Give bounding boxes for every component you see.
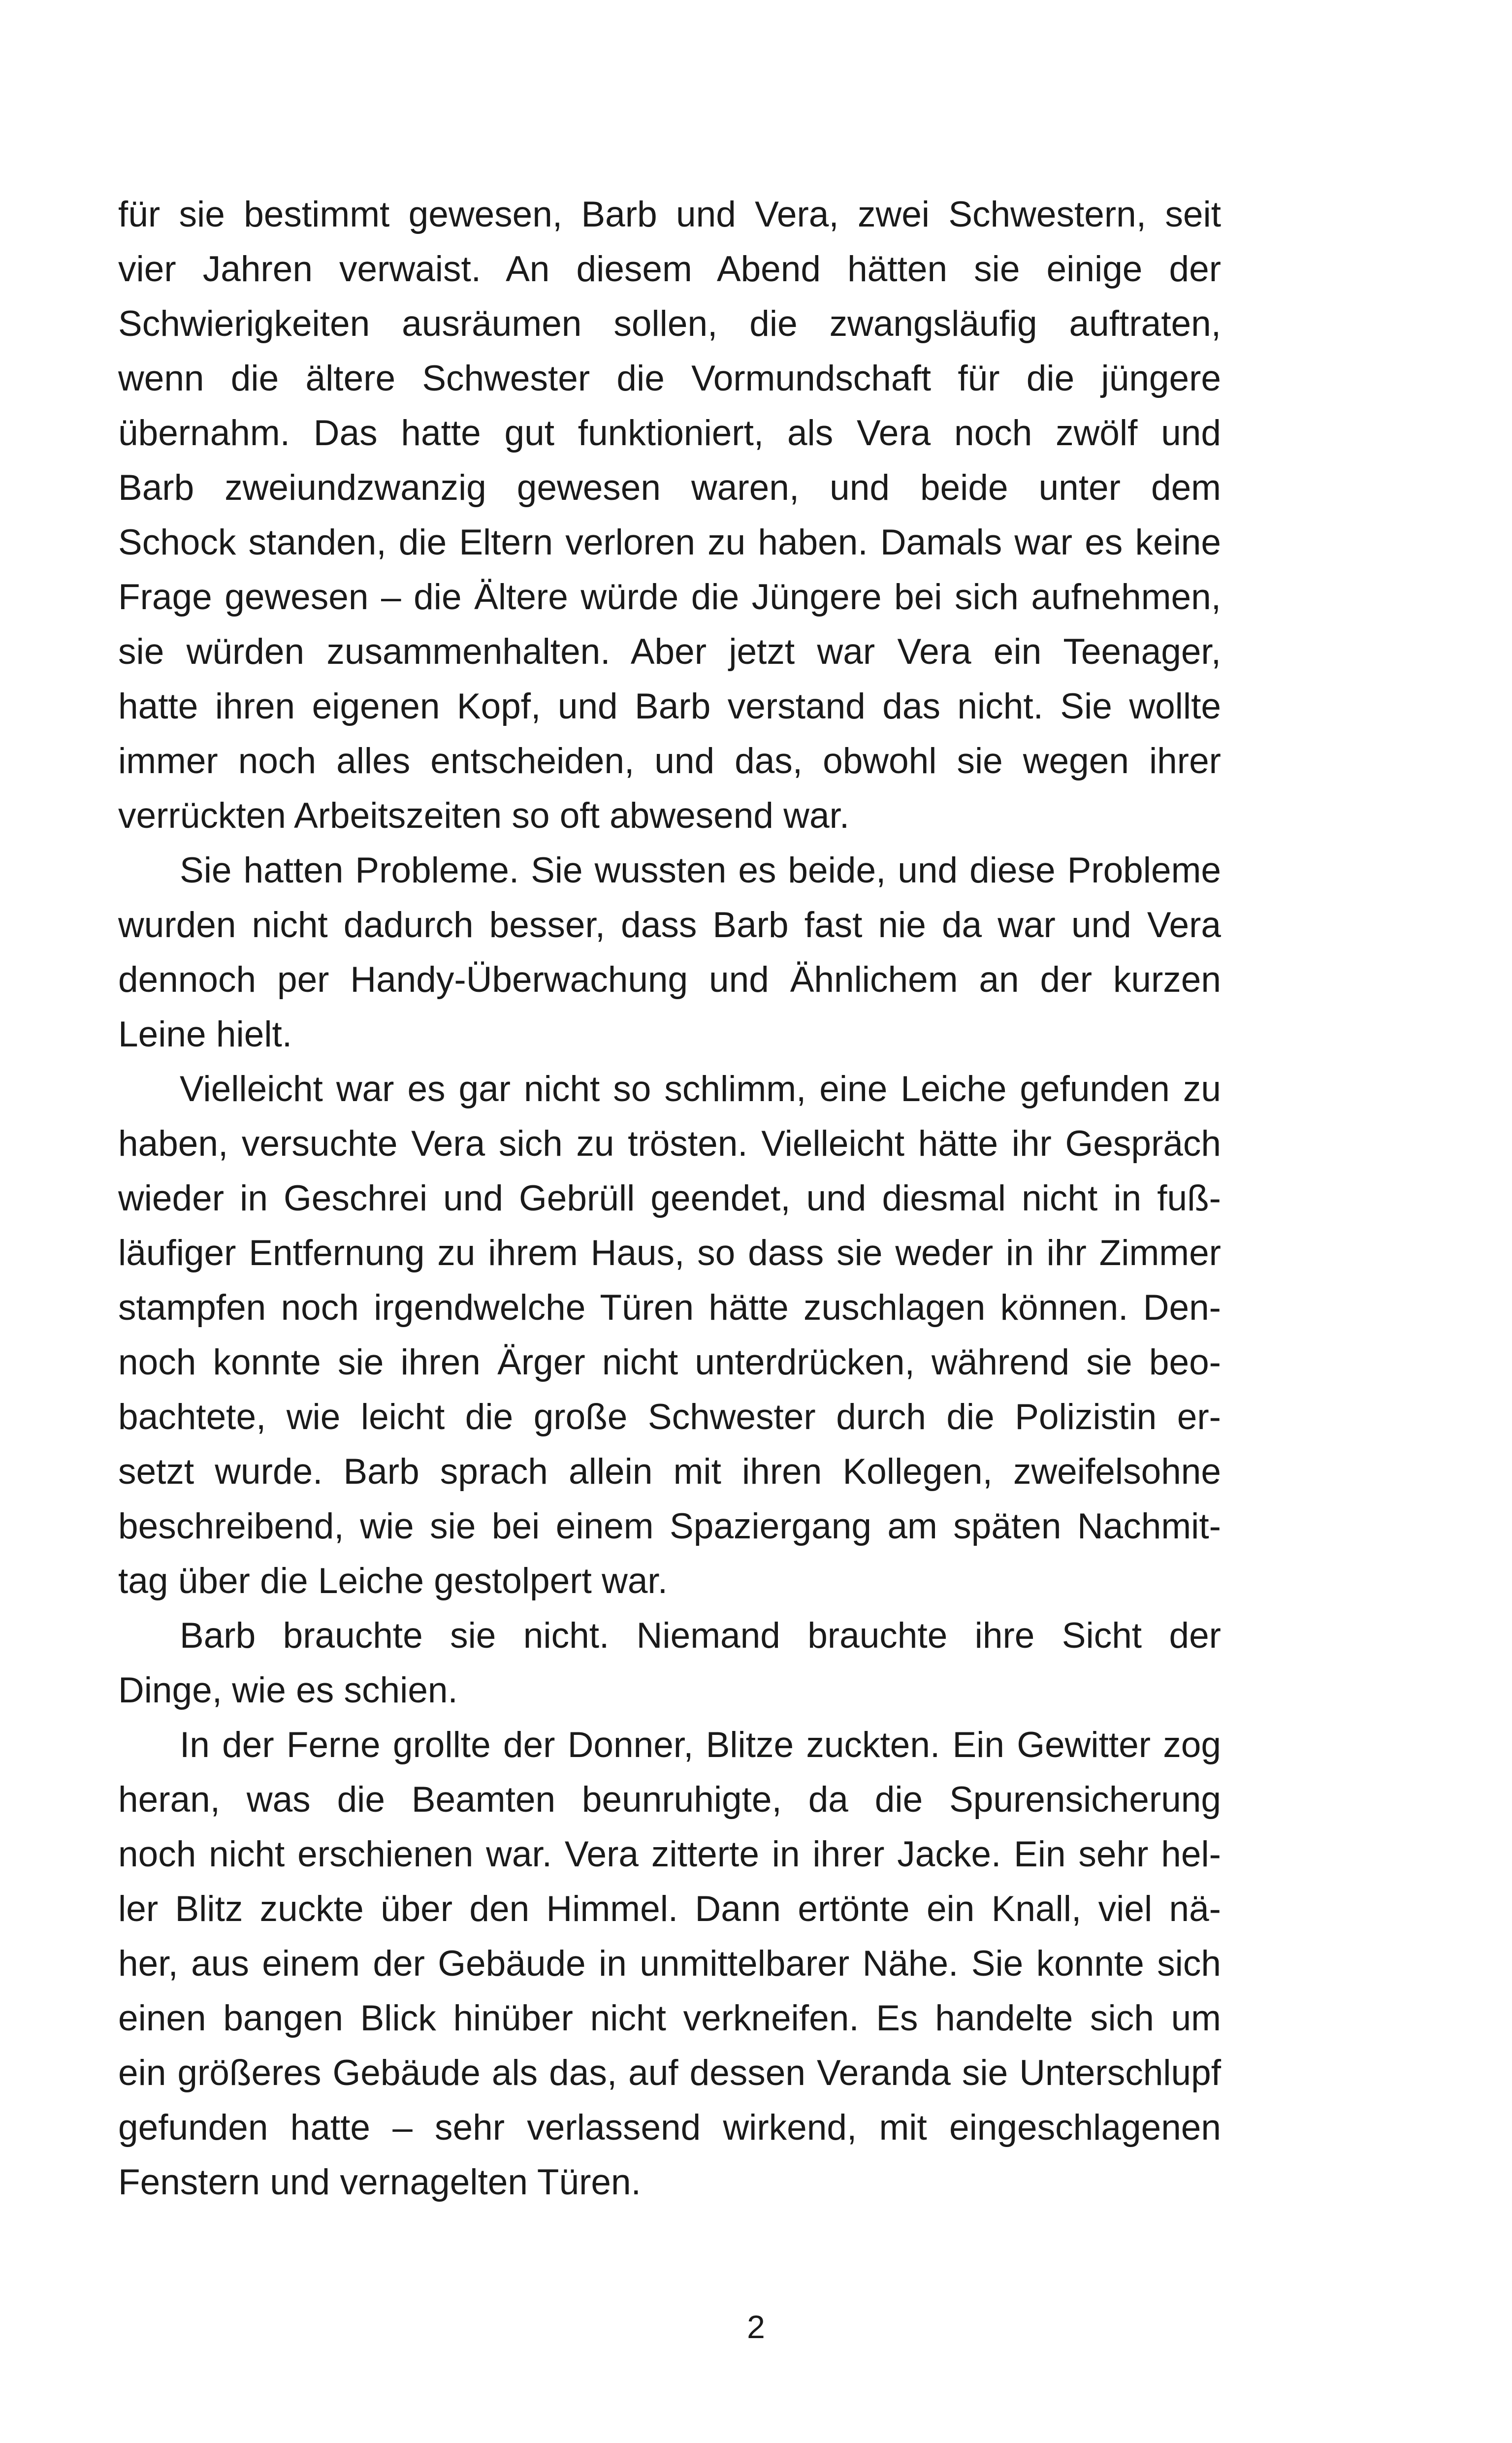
- text-line: läufiger Entfernung zu ihrem Haus, so dass sie weder in ihr Zimmer: [118, 1233, 1221, 1273]
- text-line: haben, versuchte Vera sich zu trösten. Vielleicht hätte ihr Gespräch: [118, 1124, 1221, 1164]
- text-line: her, aus einem der Gebäude in unmittelbarer Nähe. Sie konnte sich: [118, 1944, 1221, 1984]
- text-line: tag über die Leiche gestolpert war.: [118, 1561, 668, 1601]
- text-line: Vielleicht war es gar nicht so schlimm, eine Leiche gefunden zu: [180, 1069, 1221, 1109]
- text-line: bachtete, wie leicht die große Schwester durch die Polizistin er-: [118, 1397, 1221, 1437]
- text-line: wieder in Geschrei und Gebrüll geendet, und diesmal nicht in fuß-: [118, 1178, 1221, 1218]
- text-line: für sie bestimmt gewesen, Barb und Vera, zwei Schwestern, seit: [118, 195, 1221, 234]
- text-line: Dinge, wie es schien.: [118, 1670, 458, 1710]
- text-line: beschreibend, wie sie bei einem Spaziergang am späten Nachmit-: [118, 1506, 1221, 1546]
- text-line: ler Blitz zuckte über den Himmel. Dann ertönte ein Knall, viel nä-: [118, 1889, 1221, 1929]
- text-line: noch konnte sie ihren Ärger nicht unterdrücken, während sie beo-: [118, 1342, 1221, 1382]
- text-line: sie würden zusammenhalten. Aber jetzt war Vera ein Teenager,: [118, 632, 1221, 672]
- text-line: heran, was die Beamten beunruhigte, da die Spurensicherung: [118, 1780, 1221, 1820]
- body-text: [118, 187, 1221, 2210]
- text-line: Schwierigkeiten ausräumen sollen, die zwangsläufig auftraten,: [118, 304, 1221, 344]
- text-line: gefunden hatte – sehr verlassend wirkend, mit eingeschlagenen: [118, 2108, 1221, 2148]
- text-line: Barb zweiundzwanzig gewesen waren, und beide unter dem: [118, 468, 1221, 508]
- text-line: Fenstern und vernagelten Türen.: [118, 2162, 641, 2202]
- text-line: übernahm. Das hatte gut funktioniert, als Vera noch zwölf und: [118, 413, 1221, 453]
- text-line: setzt wurde. Barb sprach allein mit ihren Kollegen, zweifelsohne: [118, 1452, 1221, 1492]
- text-line: Barb brauchte sie nicht. Niemand brauchte ihre Sicht der: [180, 1616, 1221, 1656]
- text-line: Sie hatten Probleme. Sie wussten es beide, und diese Probleme: [180, 850, 1221, 890]
- text-line: Frage gewesen – die Ältere würde die Jüngere bei sich aufnehmen,: [118, 577, 1221, 617]
- text-line: immer noch alles entscheiden, und das, obwohl sie wegen ihrer: [118, 741, 1221, 781]
- text-line: verrückten Arbeitszeiten so oft abwesend war.: [118, 796, 850, 836]
- page-number: 2: [747, 2309, 765, 2345]
- text-line: Leine hielt.: [118, 1014, 292, 1054]
- text-line: ein größeres Gebäude als das, auf dessen Veranda sie Unterschlupf: [118, 2053, 1221, 2093]
- text-line: In der Ferne grollte der Donner, Blitze zuckten. Ein Gewitter zog: [180, 1725, 1221, 1765]
- text-line: Schock standen, die Eltern verloren zu haben. Damals war es keine: [118, 522, 1221, 562]
- text-line: wurden nicht dadurch besser, dass Barb fast nie da war und Vera: [118, 905, 1221, 945]
- text-line: stampfen noch irgendwelche Türen hätte zuschlagen können. Den-: [118, 1288, 1221, 1328]
- text-line: hatte ihren eigenen Kopf, und Barb verstand das nicht. Sie wollte: [118, 686, 1221, 726]
- text-line: wenn die ältere Schwester die Vormundschaft für die jüngere: [118, 358, 1221, 398]
- text-line: dennoch per Handy-Überwachung und Ähnlichem an der kurzen: [118, 960, 1221, 1000]
- text-line: noch nicht erschienen war. Vera zitterte in ihrer Jacke. Ein sehr hel-: [118, 1834, 1221, 1874]
- text-line: einen bangen Blick hinüber nicht verkneifen. Es handelte sich um: [118, 1998, 1221, 2038]
- text-line: vier Jahren verwaist. An diesem Abend hätten sie einige der: [118, 249, 1221, 289]
